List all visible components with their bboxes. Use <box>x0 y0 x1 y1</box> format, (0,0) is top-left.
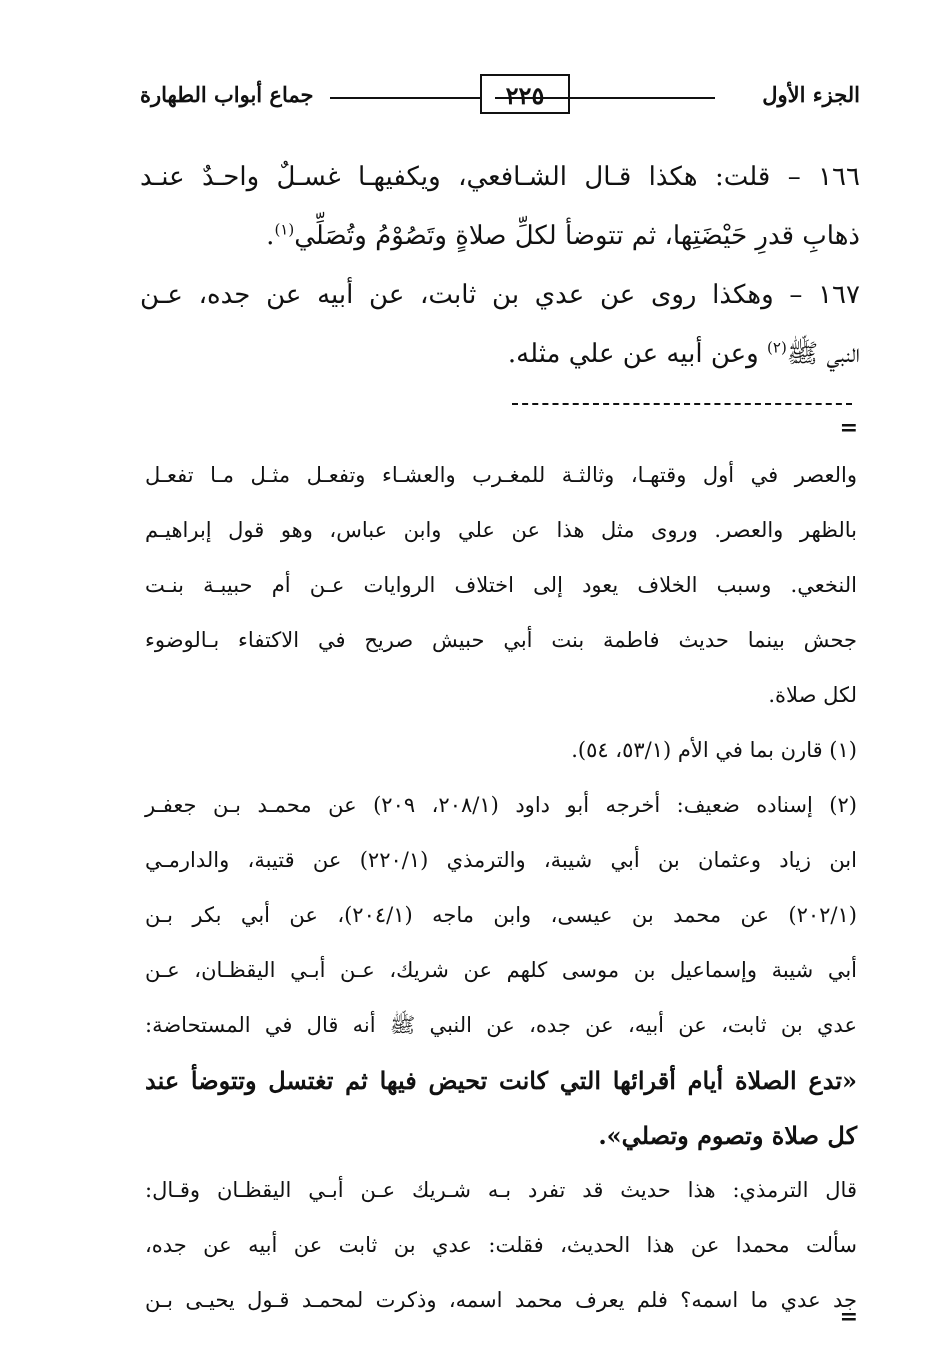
hadith-line-1: «تدع الصلاة أيام أقرائها التي كانت تحيض فيها ثم تغتسل وتتوضأ عند <box>145 1066 858 1095</box>
footnote-2-line-4: أبي شيبة وإسماعيل بن موسى كلهم عن شريك، عـن أبـي اليقظـان، عـن <box>145 958 857 982</box>
note-continuation-line-1: والعصر في أول وقتهـا، وثالثـة للمغـرب والعشـاء وتفعـل مثـل مـا تفعـل <box>145 463 857 487</box>
footnote-ref-2[interactable]: (٢) <box>767 338 787 357</box>
page-number-box: ٢٢٥ <box>480 74 570 114</box>
header-rule-left <box>330 97 480 99</box>
continued-mark-bottom: = <box>839 1304 858 1330</box>
volume-label: الجزء الأول <box>762 82 860 107</box>
paragraph-166-line-1: ١٦٦ – قلت: هكذا قـال الشـافعي، ويكفيهـا غسـلٌ واحـدٌ عنـد <box>140 162 860 192</box>
chapter-label: جماع أبواب الطهارة <box>140 82 314 107</box>
tirmidhi-line-1: قال الترمذي: هذا حديث قد تفرد بـه شـريك عـن أبـي اليقظـان وقـال: <box>145 1178 857 1202</box>
footnotes <box>145 448 857 1328</box>
hadith-line-2: كل صلاة وتصوم وتصلي». <box>598 1121 857 1150</box>
footnote-2-line-1: (٢) إسناده ضعيف: أخرجه أبو داود (٢٠٨/١، ٢٠٩) عن محمـد بـن جعفـر <box>145 793 857 817</box>
footnote-2-line-3: (٢٠٢/١) عن محمد بن عيسى، وابن ماجه (٢٠٤/١)، عن أبي بكر بـن <box>145 903 857 927</box>
paragraph-167-line-2 <box>140 325 860 384</box>
note-continuation-line-2: بالظهر والعصر. وروى مثل هذا عن علي وابن عباس، وهو قول إبراهيـم <box>145 518 857 542</box>
footnote-ref-1[interactable]: (١) <box>274 220 295 239</box>
footnote-divider <box>512 403 852 405</box>
paragraph-167-prophet: النبي ﷺ <box>786 339 860 369</box>
tirmidhi-line-2: سألت محمدا عن هذا الحديث، فقلت: عدي بن ثابت عن أبيه عن جده، <box>145 1233 857 1257</box>
note-continuation-line-3: النخعي. وسبب الخلاف يعود إلى اختلاف الروايات عـن أم حبيبـة بنـت <box>145 573 857 597</box>
paragraph-167-text: وعن أبيه عن علي مثله. <box>507 339 768 369</box>
paragraph-166-text: ذهابِ قدرِ حَيْضَتِها، ثم تتوضأ لكلِّ صلاةٍ وتَصُوْمُ وتُصَلِّي <box>294 221 860 251</box>
footnote-2-line-5: عدي بن ثابت، عن أبيه، عن جده، عن النبي ﷺ أنه قال في المستحاضة: <box>145 1013 857 1037</box>
footnote-1: (١) قارن بما في الأم (٥٣/١، ٥٤). <box>571 738 857 762</box>
continued-mark-top: = <box>839 415 858 441</box>
note-continuation-line-5: لكل صلاة. <box>768 683 857 707</box>
footnote-2-line-2: ابن زياد وعثمان بن أبي شيبة، والترمذي (٢٢٠/١) عن قتيبة، والدارمـي <box>145 848 857 872</box>
running-header <box>140 72 860 122</box>
paragraph-167-line-1: ١٦٧ – وهكذا روى عن عدي بن ثابت، عن أبيه عن جده، عـن <box>140 280 860 310</box>
main-text <box>140 148 860 384</box>
paragraph-166-end: . <box>266 221 275 251</box>
paragraph-166-line-2 <box>140 207 860 266</box>
note-continuation-line-4: جحش بينما حديث فاطمة بنت أبي حبيش صريح في الاكتفاء بـالوضوء <box>145 628 857 652</box>
tirmidhi-line-3: جد عدي ما اسمه؟ فلم يعرف محمد اسمه، وذكرت لمحمـد قـول يحيـى بـن <box>145 1288 857 1312</box>
